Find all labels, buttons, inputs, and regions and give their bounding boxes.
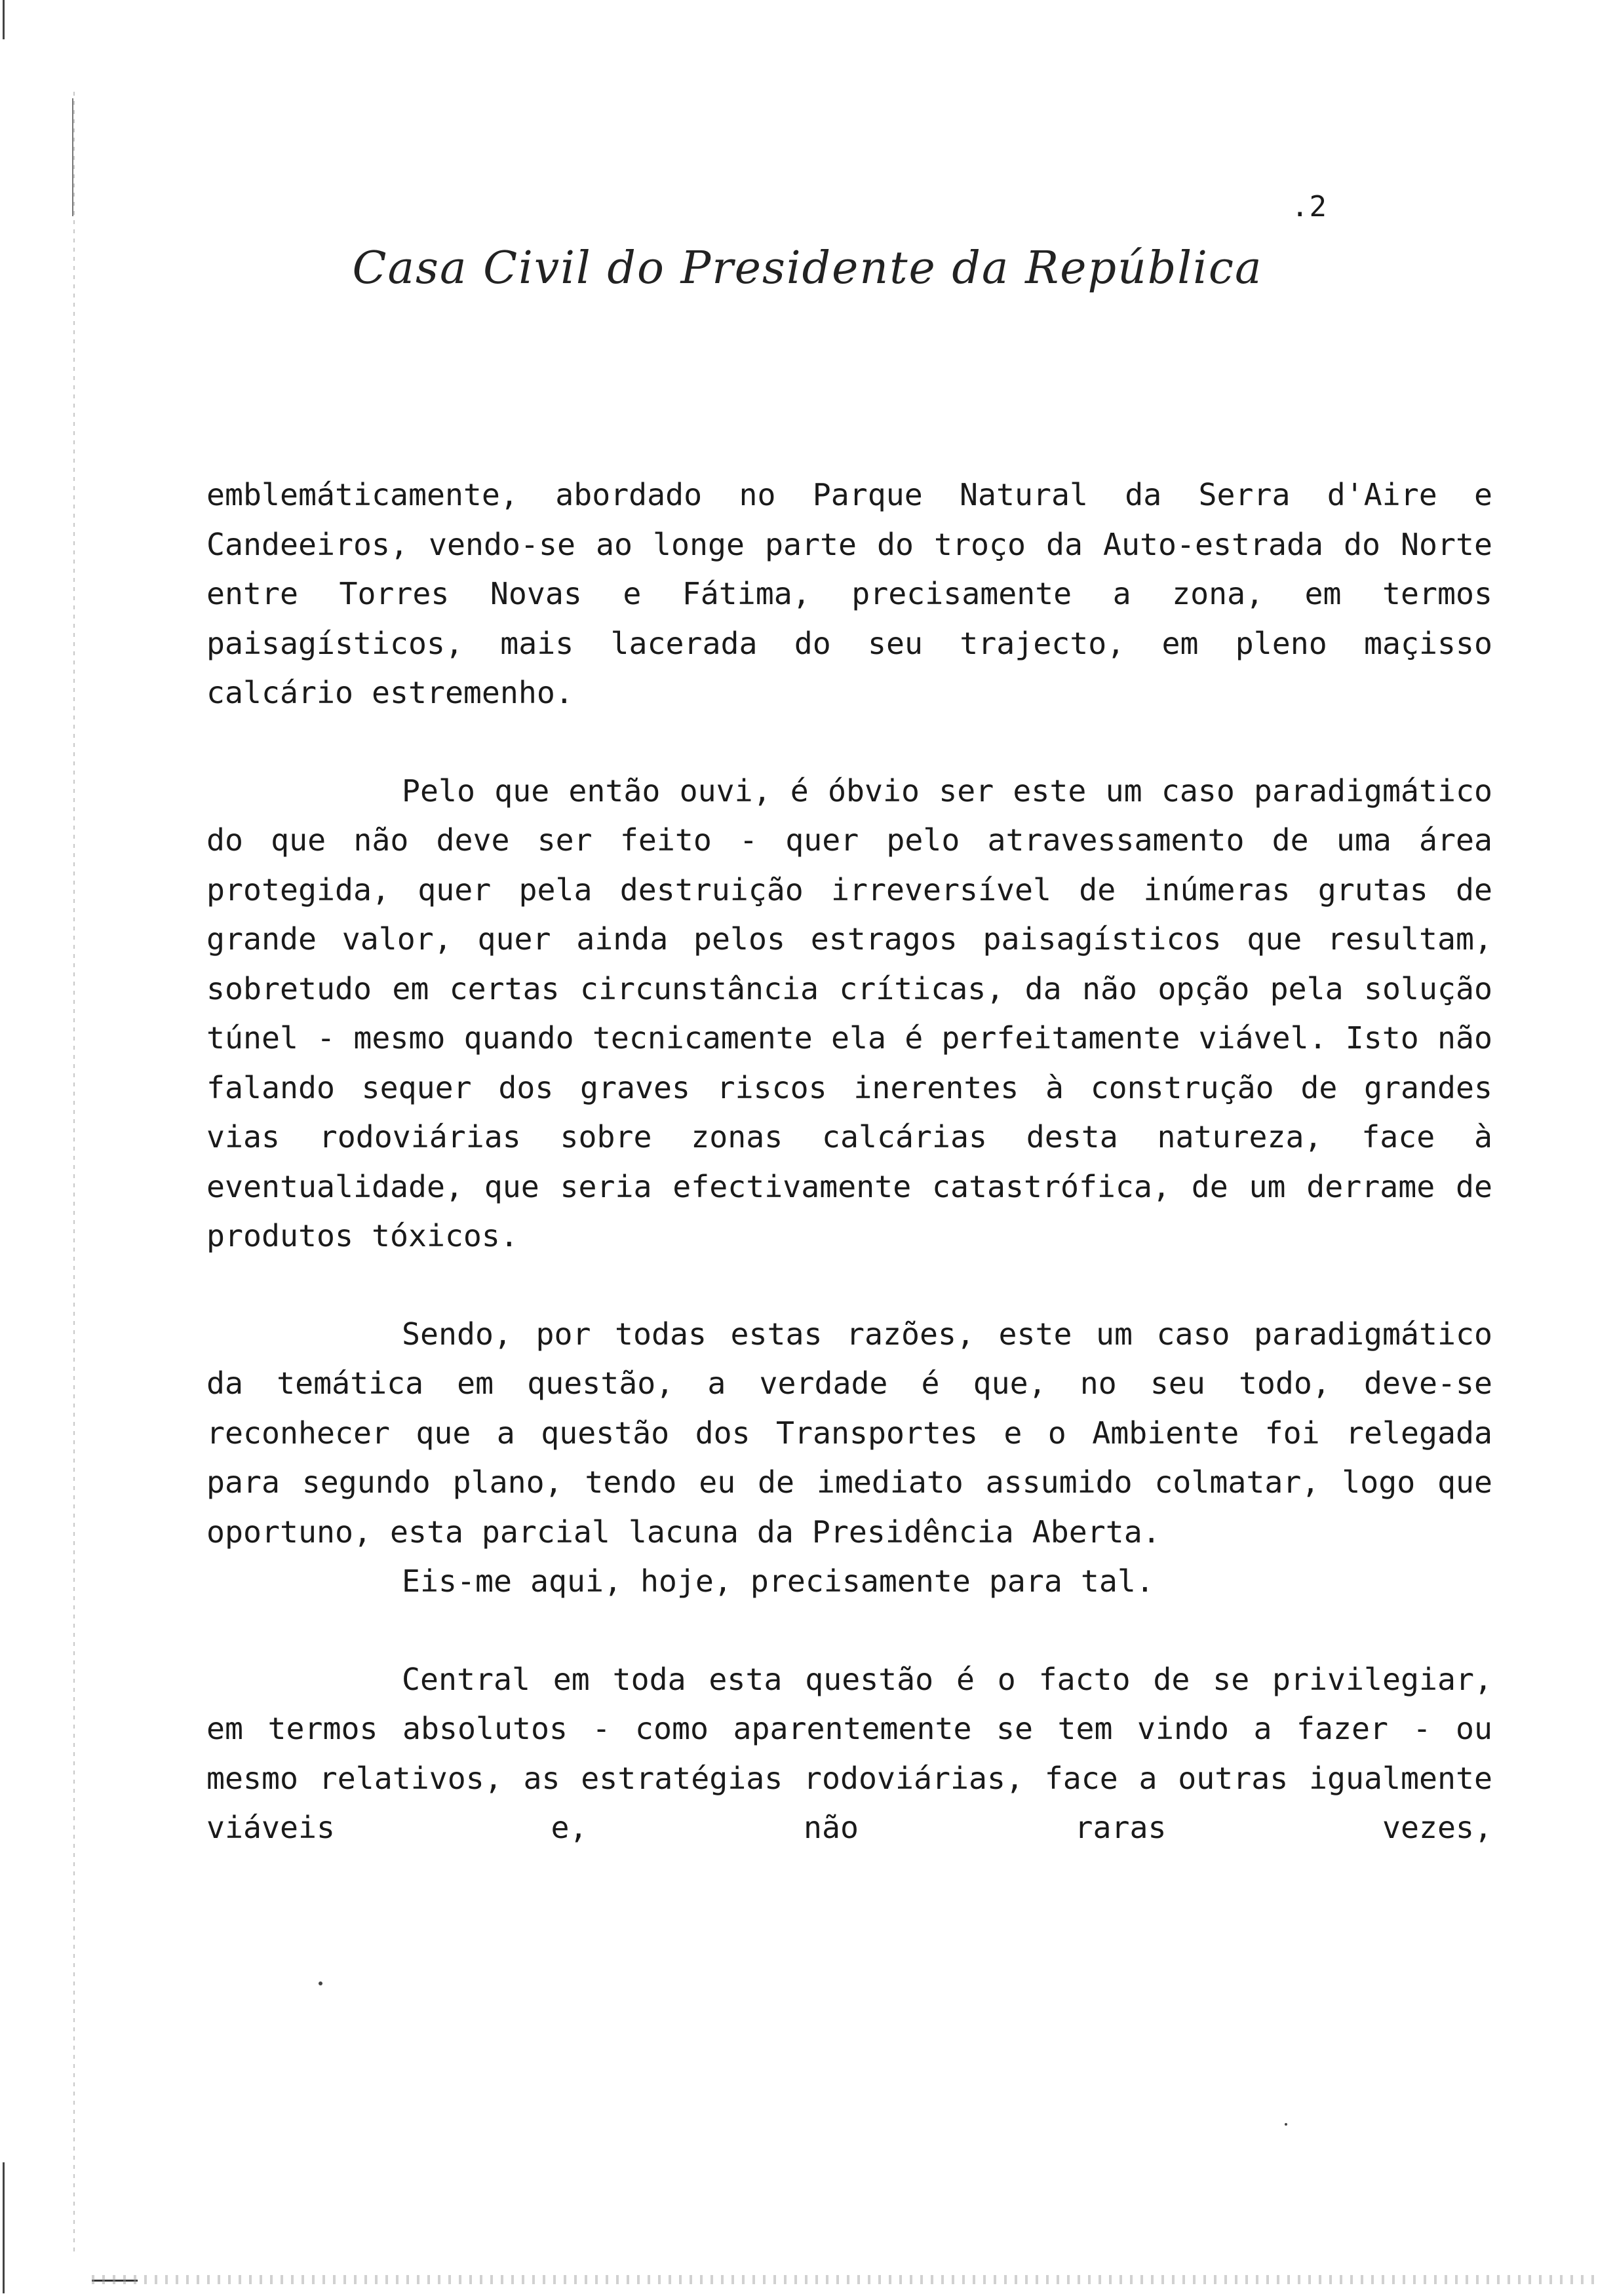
scan-margin-line xyxy=(73,92,75,2254)
scan-edge-mark xyxy=(3,2162,5,2293)
paragraph-5: Central em toda esta questão é o facto de se privilegiar, em termos absolutos - como aparentemente se tem vindo a fazer - ou mesmo relativos, as estratégias rodoviárias, face a outras igualmente viáveis e, não raras vezes, xyxy=(206,1661,1492,1845)
paragraph-3: Sendo, por todas estas razões, este um caso paradigmático da temática em questão, a verdade é que, no seu todo, deve-se reconhecer que a questão dos Transportes e o Ambiente foi relegada para segundo plano, tendo eu de imediato assumido colmatar, logo que oportuno, esta parcial lacuna da Presidência Aberta. xyxy=(206,1316,1492,1550)
paragraph-2: Pelo que então ouvi, é óbvio ser este um caso paradigmático do que não deve ser feito - quer pelo atravessamento de uma área protegida, quer pela destruição irreversível de inúmeras grutas de grande valor, quer ainda pelos estragos paisagísticos que resultam, sobretudo em certas circunstância críticas, da não opção pela solução túnel - mesmo quando tecnicamente ela é perfeitamente viável. Isto não falando sequer dos graves riscos inerentes à construção de grandes vias rodoviárias sobre zonas calcárias desta natureza, face à eventualidade, que seria efectivamente catastrófica, de um derrame de produtos tóxicos. xyxy=(206,773,1492,1253)
scan-bottom-noise xyxy=(92,2275,1599,2284)
page-number: .2 xyxy=(1291,190,1327,223)
scan-margin-mark xyxy=(72,98,73,216)
scan-speck xyxy=(319,1981,322,1985)
scan-edge-mark xyxy=(3,0,5,39)
paragraph-4: Eis-me aqui, hoje, precisamente para tal. xyxy=(402,1563,1154,1599)
paragraph-1: emblemáticamente, abordado no Parque Natural da Serra d'Aire e Candeeiros, vendo-se ao longe parte do troço da Auto-estrada do Norte entre Torres Novas e Fátima, precisamente a zona, em termos paisagísticos, mais lacerada do seu trajecto, em pleno maçisso calcário estremenho. xyxy=(206,477,1492,710)
document-body xyxy=(206,470,1492,1902)
letterhead: Casa Civil do Presidente da República xyxy=(352,242,1263,294)
scan-speck xyxy=(1285,2123,1287,2126)
